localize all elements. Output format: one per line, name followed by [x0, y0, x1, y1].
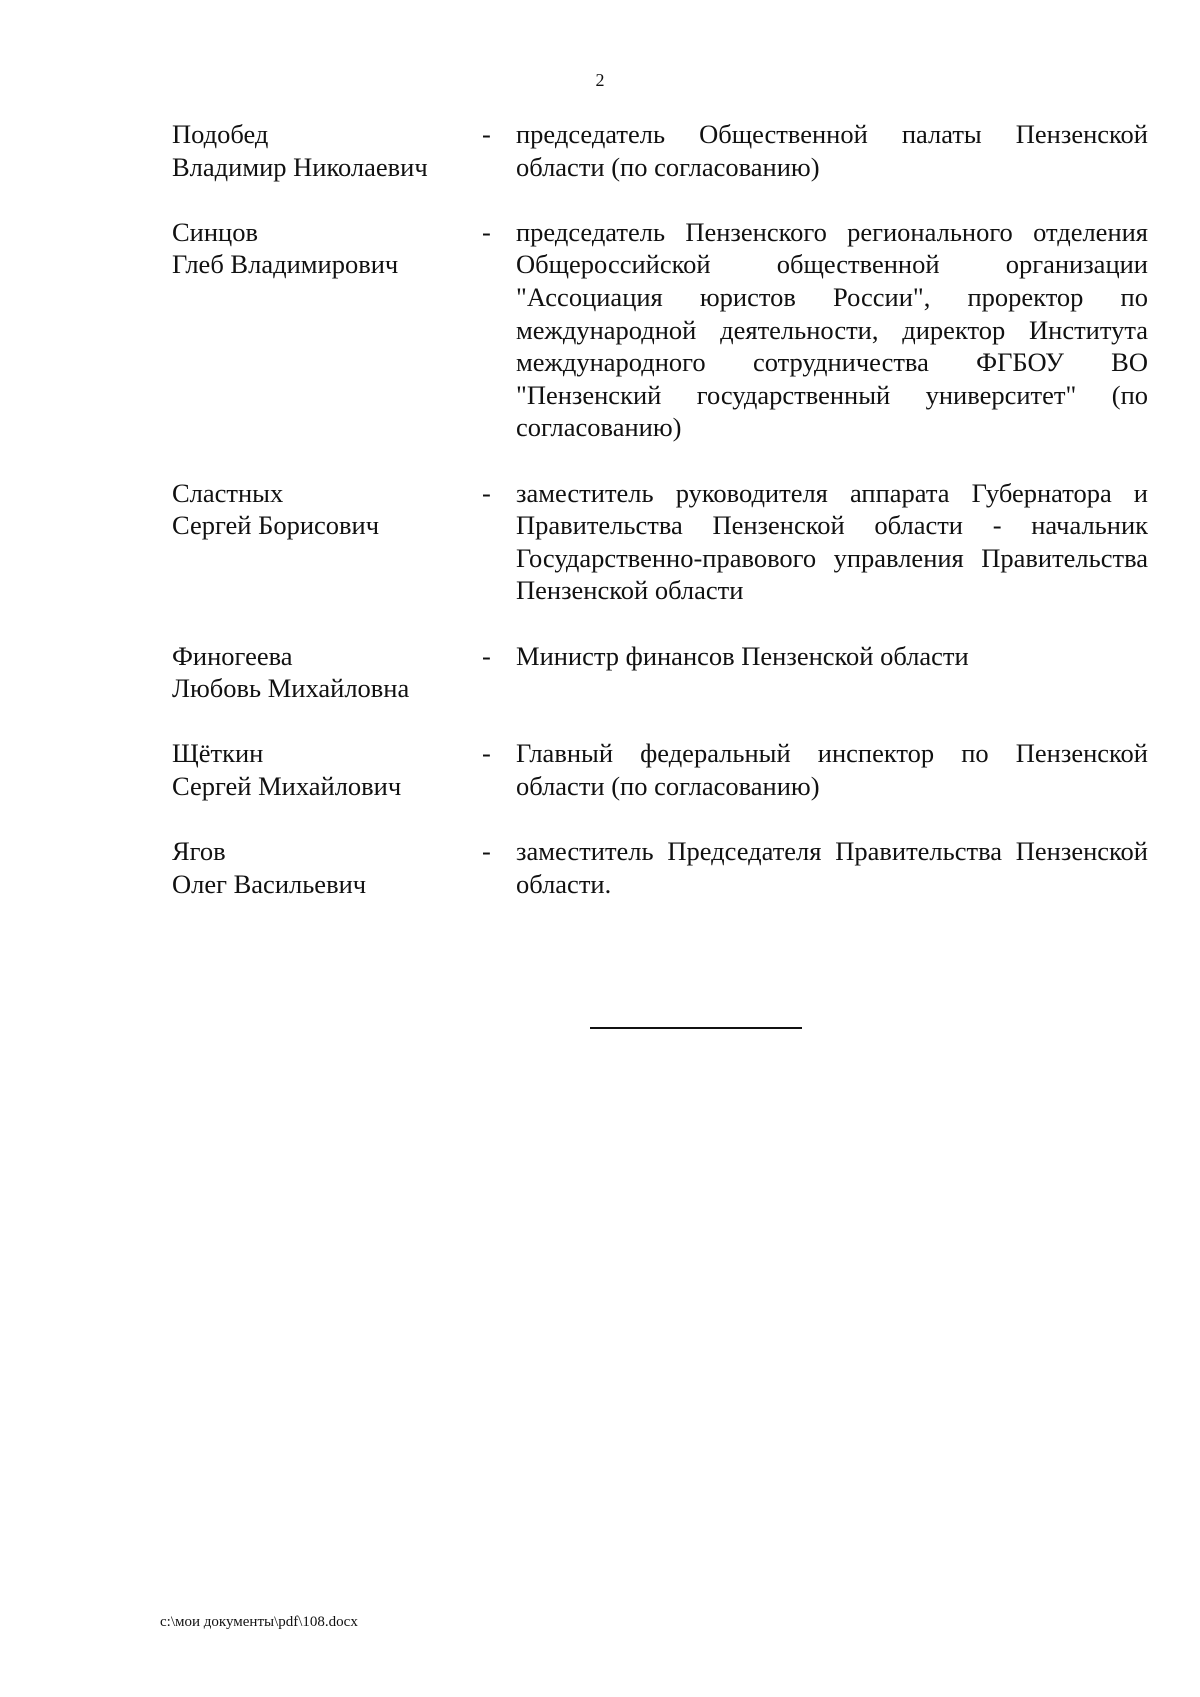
footer-file-path: c:\мои документы\pdf\108.docx	[160, 1614, 358, 1630]
entry-dash: -	[482, 738, 491, 769]
member-name	[172, 835, 482, 900]
member-name	[172, 737, 482, 802]
member-position: председатель Пензенского регионального отделения Общероссийской общественной организации "Ассоциация юристов России", проректор по международной деятельности, директор Института международного сотрудничества ФГБОУ ВО "Пензенский государственный университет" (по согласованию)	[516, 216, 1148, 443]
entry-dash: -	[482, 119, 491, 149]
entry-dash: -	[482, 216, 491, 247]
member-given-names: Любовь Михайловна	[172, 673, 410, 704]
member-roster	[172, 118, 1148, 900]
member-surname: Ягов	[172, 836, 226, 867]
member-surname: Сластных	[172, 477, 284, 508]
roster-entry-shchetkin	[172, 737, 1148, 802]
member-position: заместитель Председателя Правительства Пензенской области.	[516, 836, 1148, 899]
roster-entry-slastnykh	[172, 477, 1148, 607]
roster-entry-sintsov	[172, 216, 1148, 444]
member-given-names: Сергей Борисович	[172, 510, 380, 541]
member-position: председатель Общественной палаты Пензенской области (по согласованию)	[516, 119, 1148, 182]
end-of-list-rule	[590, 1027, 802, 1029]
entry-dash: -	[482, 477, 491, 508]
member-name	[172, 640, 482, 705]
member-surname: Синцов	[172, 216, 258, 247]
member-name	[172, 118, 482, 183]
member-given-names: Владимир Николаевич	[172, 151, 428, 182]
member-given-names: Сергей Михайлович	[172, 770, 402, 801]
member-given-names: Олег Васильевич	[172, 868, 367, 899]
roster-entry-podobed	[172, 118, 1148, 183]
roster-entry-finogeeva	[172, 640, 1148, 705]
member-given-names: Глеб Владимирович	[172, 249, 399, 280]
entry-dash: -	[482, 640, 491, 671]
member-surname: Щёткин	[172, 738, 264, 769]
member-position: заместитель руководителя аппарата Губернатора и Правительства Пензенской области - начальник Государственно-правового управления Правительства Пензенской области	[516, 477, 1148, 606]
member-name	[172, 477, 482, 607]
member-position: Главный федеральный инспектор по Пензенской области (по согласованию)	[516, 738, 1148, 801]
member-surname: Финогеева	[172, 640, 293, 671]
page-number: 2	[595, 70, 605, 90]
member-surname: Подобед	[172, 119, 269, 149]
member-name	[172, 216, 482, 444]
roster-entry-yagov	[172, 835, 1148, 900]
entry-dash: -	[482, 836, 491, 867]
member-position: Министр финансов Пензенской области	[516, 640, 969, 671]
